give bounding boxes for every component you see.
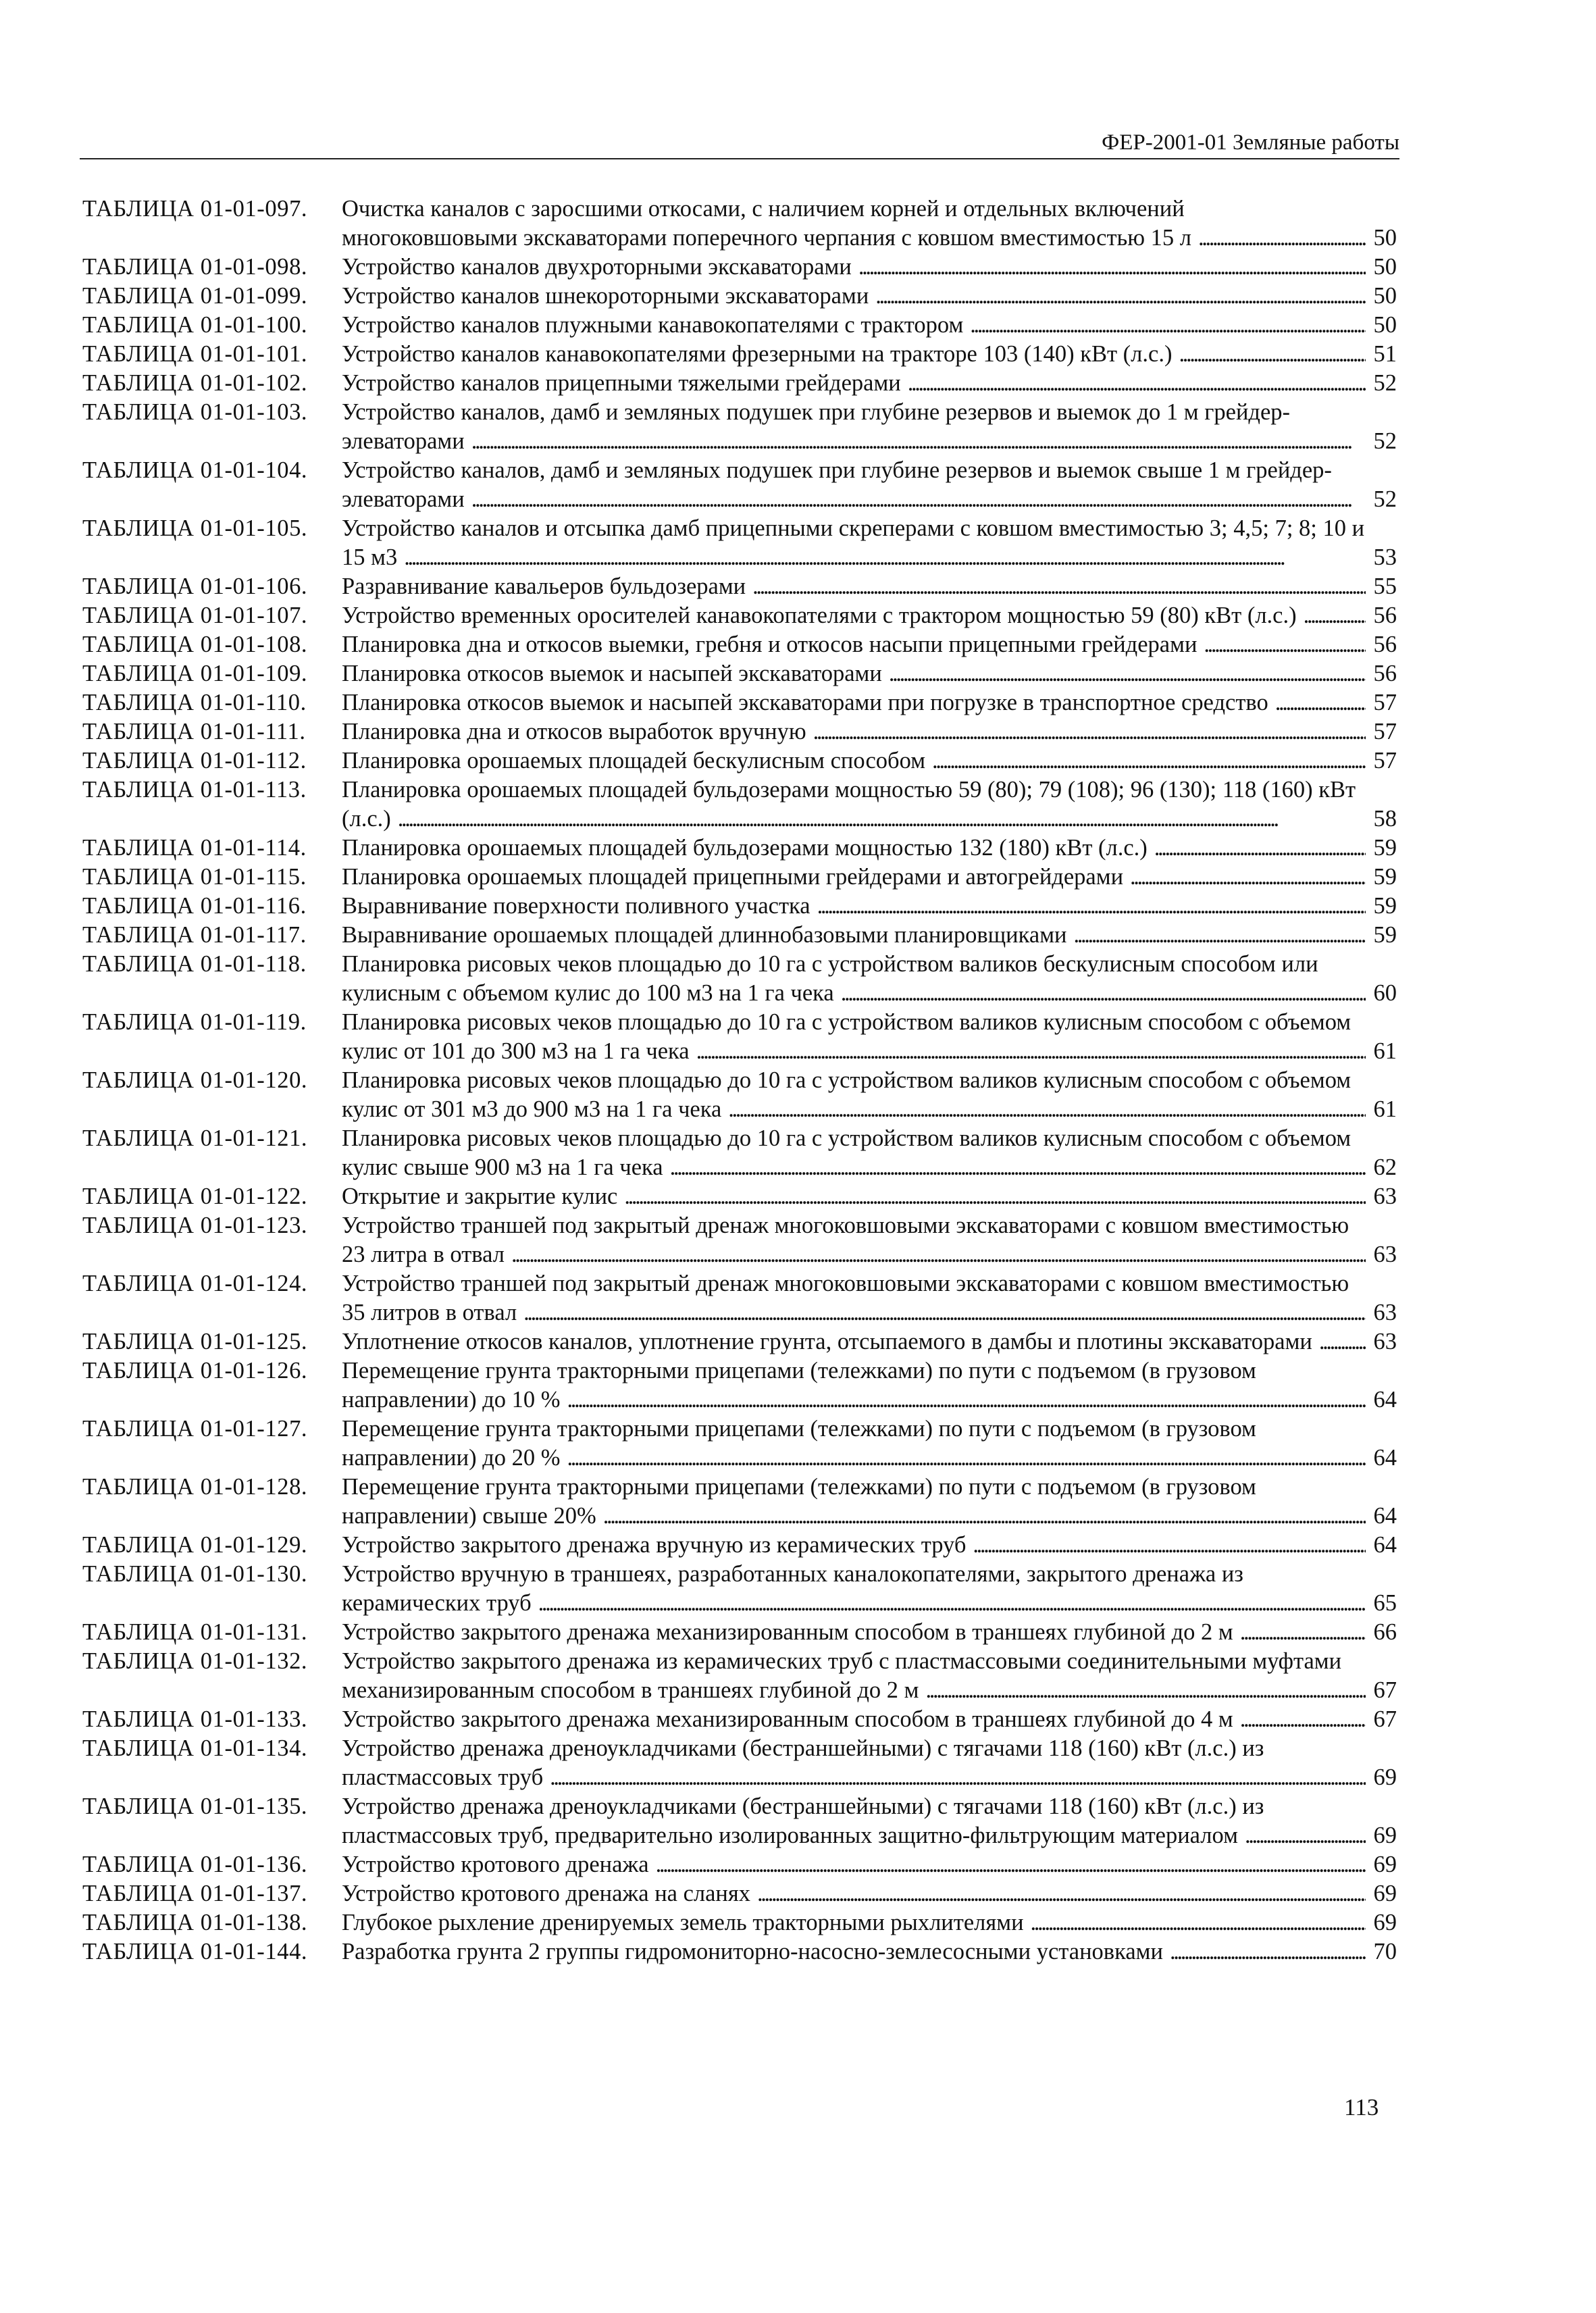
toc-entry[interactable] <box>82 688 1397 717</box>
toc-entry-code: ТАБЛИЦА 01-01-125. <box>82 1329 308 1354</box>
toc-entry-title <box>342 921 1366 950</box>
toc-entry-code: ТАБЛИЦА 01-01-134. <box>82 1735 308 1761</box>
toc-entry-title <box>342 311 1366 340</box>
toc-entry-page: 59 <box>1366 863 1397 892</box>
toc-entry-page: 50 <box>1366 224 1397 253</box>
toc-entry[interactable] <box>82 746 1397 776</box>
toc-entry-page: 60 <box>1366 979 1397 1008</box>
toc-entry[interactable] <box>82 1560 1397 1618</box>
toc-entry-page: 51 <box>1366 340 1397 369</box>
toc-entry[interactable] <box>82 1879 1397 1908</box>
toc-entry-title-text: Устройство каналов плужными канавокопателями с трактором <box>342 312 966 338</box>
toc-entry-page: 65 <box>1366 1589 1397 1618</box>
toc-entry-title <box>342 1734 1366 1792</box>
toc-entry-page: 50 <box>1366 311 1397 340</box>
toc-entry[interactable] <box>82 1908 1397 1937</box>
toc-entry-title-text: Перемещение грунта тракторными прицепами (тележками) по пути с подъемом (в грузовом направлении) до 20 % <box>342 1416 1256 1471</box>
toc-entry-title-text: Планировка рисовых чеков площадью до 10 га с устройством валиков кулисным способом с объемом кулис свыше 900 м3 на 1 га чека <box>342 1125 1352 1180</box>
toc-entry[interactable] <box>82 863 1397 892</box>
toc-entry-page: 69 <box>1366 1763 1397 1792</box>
toc-entry-title-text: Планировка откосов выемок и насыпей экскаваторами при погрузке в транспортное средство <box>342 690 1271 715</box>
toc-entry-title-text: Перемещение грунта тракторными прицепами (тележками) по пути с подъемом (в грузовом направлении) свыше 20% <box>342 1474 1256 1529</box>
toc-entry[interactable] <box>82 1473 1397 1531</box>
toc-entry-page: 57 <box>1366 717 1397 746</box>
toc-entry[interactable] <box>82 253 1397 282</box>
toc-entry-page: 57 <box>1366 688 1397 717</box>
toc-entry[interactable] <box>82 1792 1397 1850</box>
table-of-contents <box>82 195 1397 1966</box>
toc-entry-title-text: Планировка орошаемых площадей прицепными грейдерами и автогрейдерами <box>342 864 1126 890</box>
toc-entry-title <box>342 1792 1366 1850</box>
toc-entry-title-text: Планировка откосов выемок и насыпей экскаваторами <box>342 661 885 686</box>
toc-entry[interactable] <box>82 572 1397 601</box>
toc-entry-page: 55 <box>1366 572 1397 601</box>
toc-entry-page: 69 <box>1366 1850 1397 1879</box>
toc-entry[interactable] <box>82 1211 1397 1269</box>
toc-entry[interactable] <box>82 1647 1397 1705</box>
toc-entry-code: ТАБЛИЦА 01-01-144. <box>82 1939 308 1964</box>
toc-entry-title-text: Устройство каналов канавокопателями фрезерными на тракторе 103 (140) кВт (л.с.) <box>342 341 1175 367</box>
toc-entry[interactable] <box>82 311 1397 340</box>
toc-entry-page: 63 <box>1366 1240 1397 1269</box>
toc-entry-page: 63 <box>1366 1298 1397 1327</box>
toc-entry-code: ТАБЛИЦА 01-01-099. <box>82 283 308 309</box>
toc-entry-title <box>342 1647 1366 1705</box>
toc-entry-title <box>342 1124 1366 1182</box>
toc-entry-title <box>342 369 1366 398</box>
toc-entry-code: ТАБЛИЦА 01-01-123. <box>82 1213 308 1238</box>
toc-entry[interactable] <box>82 630 1397 659</box>
toc-entry-title <box>342 514 1366 572</box>
toc-entry-code: ТАБЛИЦА 01-01-128. <box>82 1474 308 1500</box>
toc-entry-page: 69 <box>1366 1821 1397 1850</box>
toc-entry-page: 63 <box>1366 1327 1397 1356</box>
toc-entry-title-text: Уплотнение откосов каналов, уплотнение грунта, отсыпаемого в дамбы и плотины экскаваторами <box>342 1329 1315 1354</box>
toc-entry-code: ТАБЛИЦА 01-01-101. <box>82 341 308 367</box>
toc-entry[interactable] <box>82 398 1397 456</box>
toc-entry[interactable] <box>82 1356 1397 1415</box>
toc-entry[interactable] <box>82 1415 1397 1473</box>
toc-entry-title <box>342 340 1366 369</box>
toc-entry[interactable] <box>82 950 1397 1008</box>
toc-entry-code: ТАБЛИЦА 01-01-114. <box>82 835 307 861</box>
toc-entry-code: ТАБЛИЦА 01-01-118. <box>82 951 307 977</box>
toc-entry-title-text: Глубокое рыхление дренируемых земель тракторными рыхлителями <box>342 1910 1027 1935</box>
toc-entry-code: ТАБЛИЦА 01-01-119. <box>82 1009 307 1035</box>
toc-entry-title <box>342 746 1366 776</box>
toc-entry-title <box>342 1211 1366 1269</box>
toc-entry-code: ТАБЛИЦА 01-01-133. <box>82 1706 308 1732</box>
toc-entry-code: ТАБЛИЦА 01-01-113. <box>82 777 307 803</box>
toc-entry-page: 69 <box>1366 1879 1397 1908</box>
toc-entry[interactable] <box>82 1269 1397 1327</box>
toc-entry[interactable] <box>82 1066 1397 1124</box>
toc-entry-page: 52 <box>1366 485 1397 514</box>
toc-entry-title <box>342 1269 1366 1327</box>
toc-entry-page: 67 <box>1366 1676 1397 1705</box>
toc-entry-code: ТАБЛИЦА 01-01-130. <box>82 1561 308 1587</box>
toc-entry-code: ТАБЛИЦА 01-01-135. <box>82 1794 308 1819</box>
toc-entry[interactable] <box>82 456 1397 514</box>
toc-entry-title <box>342 1473 1366 1531</box>
toc-entry-page: 67 <box>1366 1705 1397 1734</box>
toc-entry-page: 62 <box>1366 1153 1397 1182</box>
toc-entry[interactable] <box>82 921 1397 950</box>
toc-entry-title-text: Разравнивание кавальеров бульдозерами <box>342 574 748 599</box>
toc-entry-title <box>342 950 1366 1008</box>
toc-entry-page: 58 <box>1366 805 1397 834</box>
toc-entry-title <box>342 863 1366 892</box>
toc-entry-title-text: Перемещение грунта тракторными прицепами (тележками) по пути с подъемом (в грузовом направлении) до 10 % <box>342 1358 1256 1413</box>
toc-entry-title-text: Планировка рисовых чеков площадью до 10 га с устройством валиков кулисным способом с объемом кулис от 301 м3 до 900 м3 на 1 га чека <box>342 1067 1352 1122</box>
toc-entry-page: 57 <box>1366 746 1397 776</box>
toc-entry-page: 64 <box>1366 1531 1397 1560</box>
toc-entry-title <box>342 1618 1366 1647</box>
toc-entry-title-text: Выравнивание поверхности поливного участка <box>342 893 813 919</box>
toc-entry[interactable] <box>82 369 1397 398</box>
toc-entry-title <box>342 282 1366 311</box>
page-number: 113 <box>1344 2094 1379 2120</box>
toc-entry-code: ТАБЛИЦА 01-01-102. <box>82 370 308 396</box>
toc-entry-page: 56 <box>1366 630 1397 659</box>
toc-entry-title <box>342 1937 1366 1966</box>
toc-entry-title <box>342 717 1366 746</box>
toc-entry-title <box>342 630 1366 659</box>
toc-entry-page: 59 <box>1366 834 1397 863</box>
toc-entry[interactable] <box>82 1008 1397 1066</box>
toc-entry[interactable] <box>82 659 1397 688</box>
toc-entry[interactable] <box>82 1937 1397 1966</box>
toc-entry-page: 70 <box>1366 1937 1397 1966</box>
toc-entry-title <box>342 1415 1366 1473</box>
toc-entry-code: ТАБЛИЦА 01-01-131. <box>82 1619 308 1645</box>
toc-entry-title-text: Устройство каналов прицепными тяжелыми грейдерами <box>342 370 904 396</box>
toc-entry[interactable] <box>82 776 1397 834</box>
toc-entry-code: ТАБЛИЦА 01-01-138. <box>82 1910 308 1935</box>
toc-entry-code: ТАБЛИЦА 01-01-112. <box>82 748 307 773</box>
toc-entry-title-text: Планировка рисовых чеков площадью до 10 га с устройством валиков бескулисным способом или кулисным с объемом кулис до 100 м3 на 1 га чека <box>342 951 1318 1006</box>
toc-entry-page: 52 <box>1366 427 1397 456</box>
toc-entry-title-text: Планировка дна и откосов выемки, гребня и откосов насыпи прицепными грейдерами <box>342 632 1200 657</box>
toc-entry-code: ТАБЛИЦА 01-01-107. <box>82 603 308 628</box>
toc-entry[interactable] <box>82 1705 1397 1734</box>
toc-entry[interactable] <box>82 195 1397 253</box>
toc-entry-page: 64 <box>1366 1444 1397 1473</box>
toc-entry-title-text: Устройство траншей под закрытый дренаж многоковшовыми экскаваторами с ковшом вместимостью 35 литров в отвал <box>342 1271 1349 1325</box>
toc-entry-code: ТАБЛИЦА 01-01-108. <box>82 632 308 657</box>
toc-entry-code: ТАБЛИЦА 01-01-105. <box>82 515 308 541</box>
toc-entry-code: ТАБЛИЦА 01-01-120. <box>82 1067 308 1093</box>
toc-entry-code: ТАБЛИЦА 01-01-104. <box>82 457 308 483</box>
toc-entry-title <box>342 1908 1366 1937</box>
toc-entry[interactable] <box>82 1327 1397 1356</box>
toc-entry-title <box>342 1879 1366 1908</box>
toc-entry-title <box>342 398 1366 456</box>
toc-entry-title <box>342 1008 1366 1066</box>
toc-entry-page: 56 <box>1366 601 1397 630</box>
toc-entry-title-text: Устройство кротового дренажа на сланях <box>342 1881 753 1906</box>
toc-entry-title-text: Планировка орошаемых площадей бескулисным способом <box>342 748 928 773</box>
toc-entry-title-text: Устройство закрытого дренажа механизированным способом в траншеях глубиной до 4 м <box>342 1706 1236 1732</box>
toc-entry[interactable] <box>82 1182 1397 1211</box>
toc-entry[interactable] <box>82 834 1397 863</box>
toc-entry-title <box>342 1705 1366 1734</box>
toc-entry-title-text: Устройство вручную в траншеях, разработанных каналокопателями, закрытого дренажа из керамических труб <box>342 1561 1243 1616</box>
toc-entry-title-text: Устройство закрытого дренажа из керамических труб с пластмассовыми соединительными муфтами механизированным способом в траншеях глубиной до 2 м <box>342 1648 1342 1703</box>
toc-entry-title-text: Устройство каналов, дамб и земляных подушек при глубине резервов и выемок свыше 1 м грейдер-элеваторами <box>342 457 1332 512</box>
toc-entry-title-text: Очистка каналов с заросшими откосами, с наличием корней и отдельных включений многоковшовыми экскаваторами поперечного черпания с ковшом вместимостью 15 л <box>342 196 1194 251</box>
toc-entry-title <box>342 1560 1366 1618</box>
running-header-title: ФЕР-2001-01 Земляные работы <box>1102 130 1399 155</box>
toc-entry[interactable] <box>82 601 1397 630</box>
toc-entry-title-text: Планировка орошаемых площадей бульдозерами мощностью 132 (180) кВт (л.с.) <box>342 835 1150 861</box>
toc-entry-page: 50 <box>1366 282 1397 311</box>
toc-entry-code: ТАБЛИЦА 01-01-109. <box>82 661 308 686</box>
toc-entry-title <box>342 456 1366 514</box>
toc-entry-title <box>342 195 1366 253</box>
toc-entry-code: ТАБЛИЦА 01-01-116. <box>82 893 307 919</box>
toc-entry-title <box>342 572 1366 601</box>
toc-entry-title-text: Планировка дна и откосов выработок вручную <box>342 719 809 744</box>
toc-entry-page: 59 <box>1366 921 1397 950</box>
toc-entry-code: ТАБЛИЦА 01-01-129. <box>82 1532 308 1558</box>
toc-entry-code: ТАБЛИЦА 01-01-103. <box>82 399 308 425</box>
toc-entry-title-text: Устройство каналов шнекороторными экскаваторами <box>342 283 871 309</box>
toc-entry-title-text: Устройство каналов двухроторными экскаваторами <box>342 254 854 280</box>
toc-entry-title <box>342 892 1366 921</box>
toc-entry-page: 59 <box>1366 892 1397 921</box>
toc-entry-code: ТАБЛИЦА 01-01-110. <box>82 690 307 715</box>
toc-entry[interactable] <box>82 1618 1397 1647</box>
toc-entry[interactable] <box>82 1734 1397 1792</box>
toc-entry-page: 63 <box>1366 1182 1397 1211</box>
toc-entry[interactable] <box>82 1850 1397 1879</box>
toc-entry-code: ТАБЛИЦА 01-01-100. <box>82 312 308 338</box>
toc-entry-code: ТАБЛИЦА 01-01-127. <box>82 1416 308 1442</box>
toc-entry-title-text: Устройство каналов, дамб и земляных подушек при глубине резервов и выемок до 1 м грейдер-элеваторами <box>342 399 1291 454</box>
toc-entry[interactable] <box>82 340 1397 369</box>
toc-entry-page: 61 <box>1366 1095 1397 1124</box>
toc-entry-title-text: Устройство закрытого дренажа механизированным способом в траншеях глубиной до 2 м <box>342 1619 1236 1645</box>
toc-entry-title-text: Устройство траншей под закрытый дренаж многоковшовыми экскаваторами с ковшом вместимостью 23 литра в отвал <box>342 1213 1349 1267</box>
toc-entry[interactable] <box>82 1531 1397 1560</box>
toc-entry-title-text: Устройство кротового дренажа <box>342 1852 652 1877</box>
toc-entry-title <box>342 1531 1366 1560</box>
toc-entry-code: ТАБЛИЦА 01-01-126. <box>82 1358 308 1383</box>
toc-entry-page: 61 <box>1366 1037 1397 1066</box>
toc-entry-title-text: Разработка грунта 2 группы гидромониторно-насосно-землесосными установками <box>342 1939 1166 1964</box>
toc-entry-title-text: Устройство закрытого дренажа вручную из керамических труб <box>342 1532 969 1558</box>
toc-entry-page: 66 <box>1366 1618 1397 1647</box>
toc-entry-code: ТАБЛИЦА 01-01-121. <box>82 1125 308 1151</box>
toc-entry-code: ТАБЛИЦА 01-01-115. <box>82 864 307 890</box>
toc-entry-code: ТАБЛИЦА 01-01-122. <box>82 1184 308 1209</box>
toc-entry-title <box>342 1356 1366 1415</box>
toc-entry-title <box>342 1182 1366 1211</box>
toc-entry-title <box>342 601 1366 630</box>
toc-entry-title <box>342 834 1366 863</box>
toc-entry-page: 50 <box>1366 253 1397 282</box>
toc-entry-page: 64 <box>1366 1502 1397 1531</box>
toc-entry-code: ТАБЛИЦА 01-01-137. <box>82 1881 308 1906</box>
toc-entry[interactable] <box>82 892 1397 921</box>
toc-entry-title <box>342 1850 1366 1879</box>
toc-entry[interactable] <box>82 1124 1397 1182</box>
toc-entry-code: ТАБЛИЦА 01-01-132. <box>82 1648 308 1674</box>
toc-entry-title <box>342 688 1366 717</box>
toc-entry[interactable] <box>82 717 1397 746</box>
toc-entry-code: ТАБЛИЦА 01-01-117. <box>82 922 307 948</box>
toc-entry-page: 52 <box>1366 369 1397 398</box>
toc-entry-page: 56 <box>1366 659 1397 688</box>
toc-entry-code: ТАБЛИЦА 01-01-097. <box>82 196 308 222</box>
toc-entry-page: 64 <box>1366 1386 1397 1415</box>
toc-entry-title-text: Устройство дренажа дреноукладчиками (бестраншейными) с тягачами 118 (160) кВт (л.с.) из пластмассовых труб, предварительно изолированных защитно-фильтрующим материалом <box>342 1794 1264 1848</box>
toc-entry-title-text: Устройство временных оросителей канавокопателями с трактором мощностью 59 (80) кВт (л.с.) <box>342 603 1299 628</box>
toc-entry-title <box>342 1066 1366 1124</box>
toc-entry-code: ТАБЛИЦА 01-01-111. <box>82 719 306 744</box>
toc-entry-page: 53 <box>1366 543 1397 572</box>
toc-entry-title <box>342 659 1366 688</box>
toc-entry-code: ТАБЛИЦА 01-01-136. <box>82 1852 308 1877</box>
toc-entry-title-text: Выравнивание орошаемых площадей длиннобазовыми планировщиками <box>342 922 1070 948</box>
toc-entry-title <box>342 776 1366 834</box>
toc-entry-title-text: Устройство дренажа дреноукладчиками (бестраншейными) с тягачами 118 (160) кВт (л.с.) из пластмассовых труб <box>342 1735 1264 1790</box>
toc-entry-page: 69 <box>1366 1908 1397 1937</box>
running-header <box>80 126 1399 159</box>
toc-entry-title <box>342 253 1366 282</box>
toc-entry-title-text: Планировка орошаемых площадей бульдозерами мощностью 59 (80); 79 (108); 96 (130); 118 (160) кВт (л.с.) <box>342 777 1356 832</box>
toc-entry[interactable] <box>82 282 1397 311</box>
toc-entry-title-text: Открытие и закрытие кулис <box>342 1184 620 1209</box>
toc-entry-title-text: Устройство каналов и отсыпка дамб прицепными скреперами с ковшом вместимостью 3; 4,5; 7; 8; 10 и 15 м3 <box>342 515 1365 570</box>
toc-entry[interactable] <box>82 514 1397 572</box>
toc-entry-title-text: Планировка рисовых чеков площадью до 10 га с устройством валиков кулисным способом с объемом кулис от 101 до 300 м3 на 1 га чека <box>342 1009 1352 1064</box>
toc-entry-code: ТАБЛИЦА 01-01-098. <box>82 254 308 280</box>
toc-entry-title <box>342 1327 1366 1356</box>
toc-entry-code: ТАБЛИЦА 01-01-124. <box>82 1271 308 1296</box>
toc-entry-code: ТАБЛИЦА 01-01-106. <box>82 574 308 599</box>
